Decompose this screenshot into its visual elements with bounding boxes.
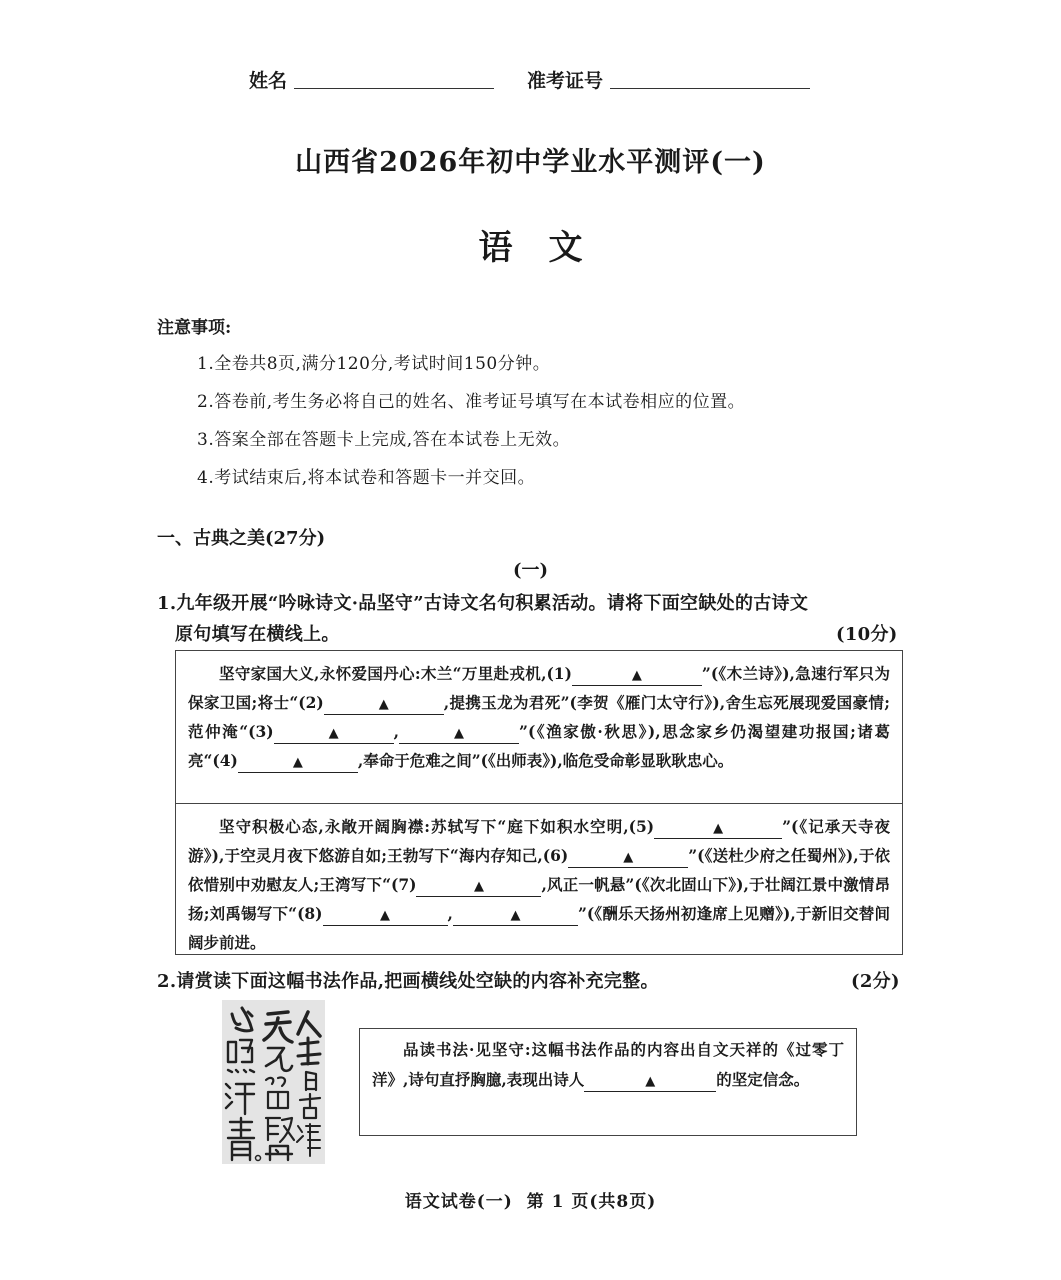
blank-1[interactable]	[572, 665, 702, 686]
para2-text-6: ”(《酬乐天扬州初逢席上见赠》),于新旧交替间阔步前进。	[188, 904, 891, 952]
note-item-4: 4.考试结束后,将本试卷和答题卡一并交回。	[197, 468, 536, 488]
q1-text-line2: 原句填写在横线上。	[175, 624, 340, 645]
blank-mark: ▲	[645, 1074, 656, 1089]
blank-7[interactable]	[416, 876, 541, 897]
para2-text-3: ”(《送杜少府之任蜀州》),于依依惜别中劝慰友人;王湾写下“(7)	[188, 846, 890, 894]
blank-mark: ▲	[713, 821, 724, 836]
note-item-3: 3.答案全部在答题卡上完成,答在本试卷上无效。	[197, 430, 571, 450]
q1-score: (10分)	[836, 624, 898, 645]
section-heading: 一、古典之美(27分)	[157, 528, 326, 549]
blank-mark: ▲	[378, 697, 389, 712]
para1-text-5: ”(《渔家傲·秋思》),思念家乡仍渴望建功报国;诸葛亮“(4)	[188, 722, 890, 770]
blank-mark: ▲	[454, 726, 465, 741]
para1-lead: 坚守家国大义,永怀爱国丹心:	[219, 664, 421, 683]
notes-heading: 注意事项:	[157, 318, 232, 338]
q1-box-cell-1	[176, 651, 902, 775]
exam-number-label: 准考证号	[527, 70, 604, 92]
blank-mark: ▲	[328, 726, 339, 741]
para2-text-5: ,	[447, 904, 453, 923]
blank-8a[interactable]	[323, 905, 448, 926]
q2-text: 2.请赏读下面这幅书法作品,把画横线处空缺的内容补充完整。	[157, 971, 659, 992]
q1-box-cell-2	[176, 803, 902, 957]
blank-mark: ▲	[510, 908, 521, 923]
name-label: 姓名	[249, 70, 288, 92]
q2-box-paragraph	[360, 1029, 856, 1095]
blank-mark: ▲	[631, 668, 642, 683]
blank-6[interactable]	[568, 847, 688, 868]
blank-q2[interactable]	[584, 1071, 716, 1092]
exam-title: 山西省2026年初中学业水平测评(一)	[295, 147, 766, 178]
q1-text-line1: 1.九年级开展“吟咏诗文·品坚守”古诗文名句积累活动。请将下面空缺处的古诗文	[157, 593, 809, 614]
blank-3b[interactable]	[399, 723, 519, 744]
blank-8b[interactable]	[453, 905, 578, 926]
note-item-1: 1.全卷共8页,满分120分,考试时间150分钟。	[197, 354, 551, 374]
blank-3a[interactable]	[274, 723, 394, 744]
para2-text-1: 苏轼写下“庭下如积水空明,(5)	[429, 817, 655, 836]
name-field-line[interactable]	[294, 88, 494, 89]
q2-fill-box	[359, 1028, 857, 1136]
q1-paragraph-2	[176, 804, 902, 957]
q2-score: (2分)	[851, 971, 900, 992]
page-footer: 语文试卷(一) 第 1 页(共8页)	[404, 1192, 657, 1212]
blank-mark: ▲	[292, 755, 303, 770]
para2-lead: 坚守积极心态,永敞开阔胸襟:	[219, 817, 430, 836]
q2-box-text-1: 这幅书法作品的内容出自文天祥的《过零丁洋》,诗句直抒胸臆,表现出诗人	[372, 1040, 844, 1089]
blank-mark: ▲	[623, 850, 634, 865]
para1-text-4: ,	[393, 722, 400, 741]
exam-number-field-line[interactable]	[610, 88, 810, 89]
blank-4[interactable]	[238, 752, 358, 773]
para1-text-1: 木兰“万里赴戎机,(1)	[420, 664, 572, 683]
note-item-2: 2.答卷前,考生务必将自己的姓名、准考证号填写在本试卷相应的位置。	[197, 392, 746, 412]
subject-char-1: 语	[478, 228, 513, 268]
para2-text-2: ”(《记承天寺夜游》),于空灵月夜下悠游自如;王勃写下“海内存知己,(6)	[188, 817, 891, 865]
blank-mark: ▲	[380, 908, 391, 923]
blank-2[interactable]	[324, 694, 444, 715]
blank-mark: ▲	[473, 879, 484, 894]
part-heading: (一)	[512, 560, 549, 581]
calligraphy-artwork	[222, 1000, 325, 1164]
subject-char-2: 文	[548, 228, 583, 268]
para1-text-3: ,提携玉龙为君死”(李贺《雁门太守行》),舍生忘死展现爱国豪情;范仲淹“(3)	[188, 693, 890, 741]
q1-fill-box	[175, 650, 903, 955]
para1-text-2: ”(《木兰诗》),急速行军只为保家卫国;将士“(2)	[188, 664, 891, 712]
q2-box-lead: 品读书法·见坚守:	[403, 1040, 531, 1059]
para2-text-4: ,风正一帆悬”(《次北固山下》),于壮阔江景中激情昂扬;刘禹锡写下“(8)	[188, 875, 890, 923]
para1-text-6: ,奉命于危难之间”(《出师表》),临危受命彰显耿耿忠心。	[357, 751, 734, 770]
calligraphy-image	[222, 1000, 325, 1164]
q1-paragraph-1	[176, 651, 902, 775]
q2-box-text-2: 的坚定信念。	[716, 1070, 810, 1089]
subject-title	[0, 220, 1061, 269]
blank-5[interactable]	[654, 818, 782, 839]
calligraphy-text	[325, 1000, 326, 1001]
